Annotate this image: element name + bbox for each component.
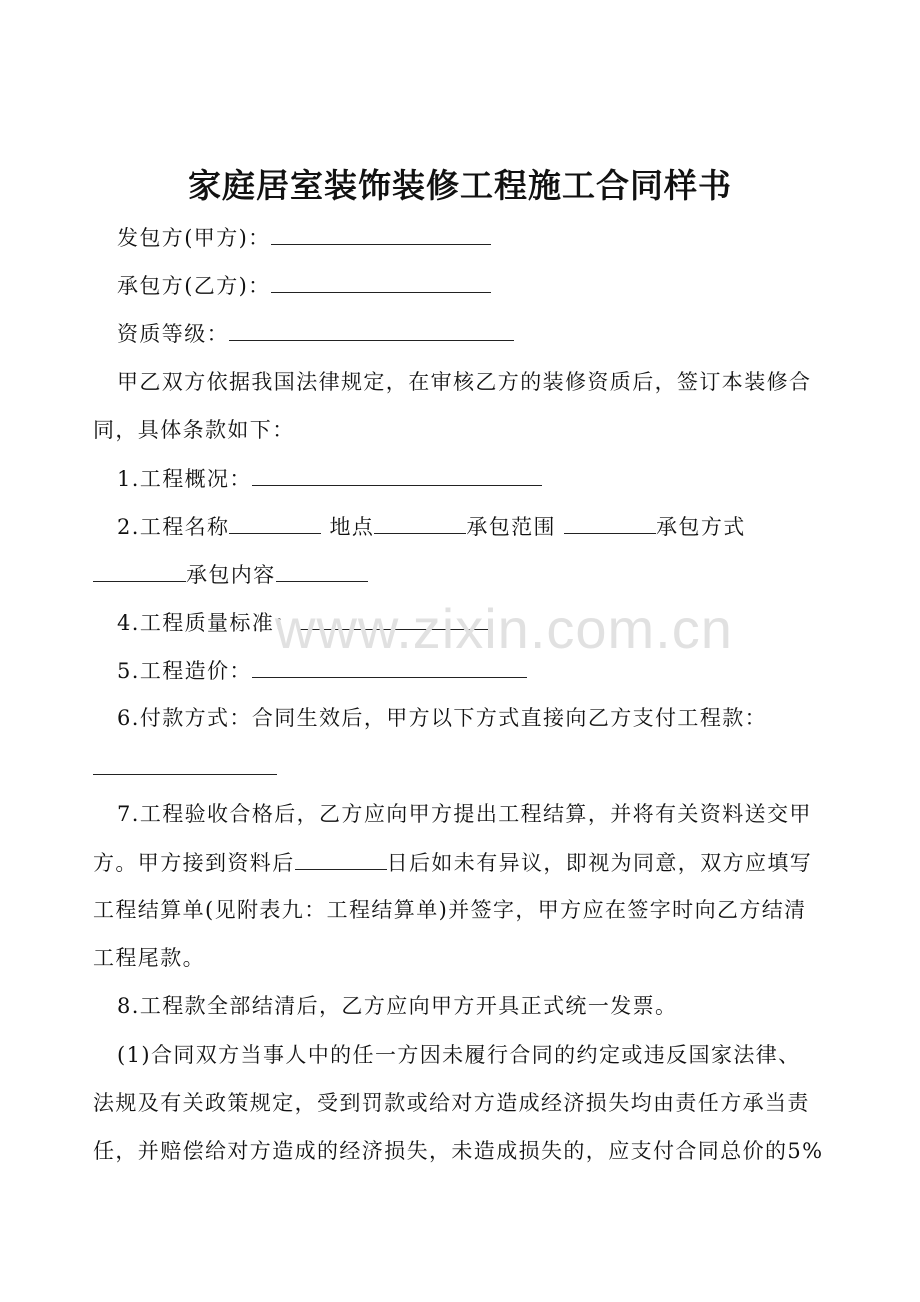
party-b-label: 承包方(乙方)： — [117, 274, 271, 298]
item4-label: 4.工程质量标准： — [117, 611, 297, 635]
item7-line-2 — [93, 847, 812, 878]
item6-blank — [93, 774, 277, 775]
intro-line-1: 甲乙双方依据我国法律规定，在审核乙方的装修资质后，签订本装修合 — [117, 370, 812, 394]
item2-line — [117, 511, 746, 542]
party-b-blank — [271, 270, 491, 293]
item7-text-a: 方。甲方接到资料后 — [93, 851, 295, 875]
watermark: www.zixin.com.cn — [275, 597, 733, 660]
item2-name-blank — [229, 511, 321, 534]
item7-line-1: 7.工程验收合格后，乙方应向甲方提出工程结算，并将有关资料送交甲 — [117, 802, 812, 826]
item5-label: 5.工程造价： — [117, 659, 252, 683]
item1-label: 1.工程概况： — [117, 467, 252, 491]
party-a-line — [117, 222, 491, 253]
item6-line: 6.付款方式：合同生效后，甲方以下方式直接向乙方支付工程款： — [117, 706, 768, 730]
item5-line — [117, 655, 527, 686]
qualification-blank — [229, 318, 514, 341]
item4-line — [117, 607, 492, 638]
item2-scope-blank — [564, 511, 656, 534]
item2-location-label: 地点 — [329, 515, 375, 539]
qualification-label: 资质等级： — [117, 322, 229, 346]
party-a-blank — [271, 222, 491, 245]
item7-line-3: 工程结算单(见附表九：工程结算单)并签字，甲方应在签字时向乙方结清 — [93, 898, 807, 922]
clause1-line-2: 法规及有关政策规定，受到罚款或给对方造成经济损失均由责任方承当责 — [93, 1091, 810, 1115]
item2-location-blank — [374, 511, 466, 534]
clause1-line-1: (1)合同双方当事人中的任一方因未履行合同的约定或违反国家法律、 — [117, 1043, 801, 1067]
item2-content-label: 承包内容 — [186, 563, 276, 587]
party-a-label: 发包方(甲方)： — [117, 226, 271, 250]
document-title: 家庭居室装饰装修工程施工合同样书 — [188, 166, 732, 205]
item2-method-blank — [93, 559, 186, 582]
item8-line: 8.工程款全部结清后，乙方应向甲方开具正式统一发票。 — [117, 994, 678, 1018]
item7-text-b: 日后如未有异议，即视为同意，双方应填写 — [386, 851, 813, 875]
item2-content-blank — [276, 559, 368, 582]
item4-blank — [297, 607, 492, 630]
item2-line-2 — [93, 559, 368, 590]
item5-blank — [252, 655, 527, 678]
item7-days-blank — [295, 847, 387, 870]
party-b-line — [117, 270, 491, 301]
item2-scope-label: 承包范围 — [466, 515, 556, 539]
item2-name-label: 2.工程名称 — [117, 515, 230, 539]
clause1-line-3: 任，并赔偿给对方造成的经济损失，未造成损失的，应支付合同总价的5% — [93, 1139, 824, 1163]
item2-method-label: 承包方式 — [656, 515, 746, 539]
intro-line-2: 同，具体条款如下： — [93, 418, 295, 442]
item1-blank — [252, 463, 542, 486]
item1-line — [117, 463, 542, 494]
qualification-line — [117, 318, 514, 349]
item7-line-4: 工程尾款。 — [93, 946, 205, 970]
